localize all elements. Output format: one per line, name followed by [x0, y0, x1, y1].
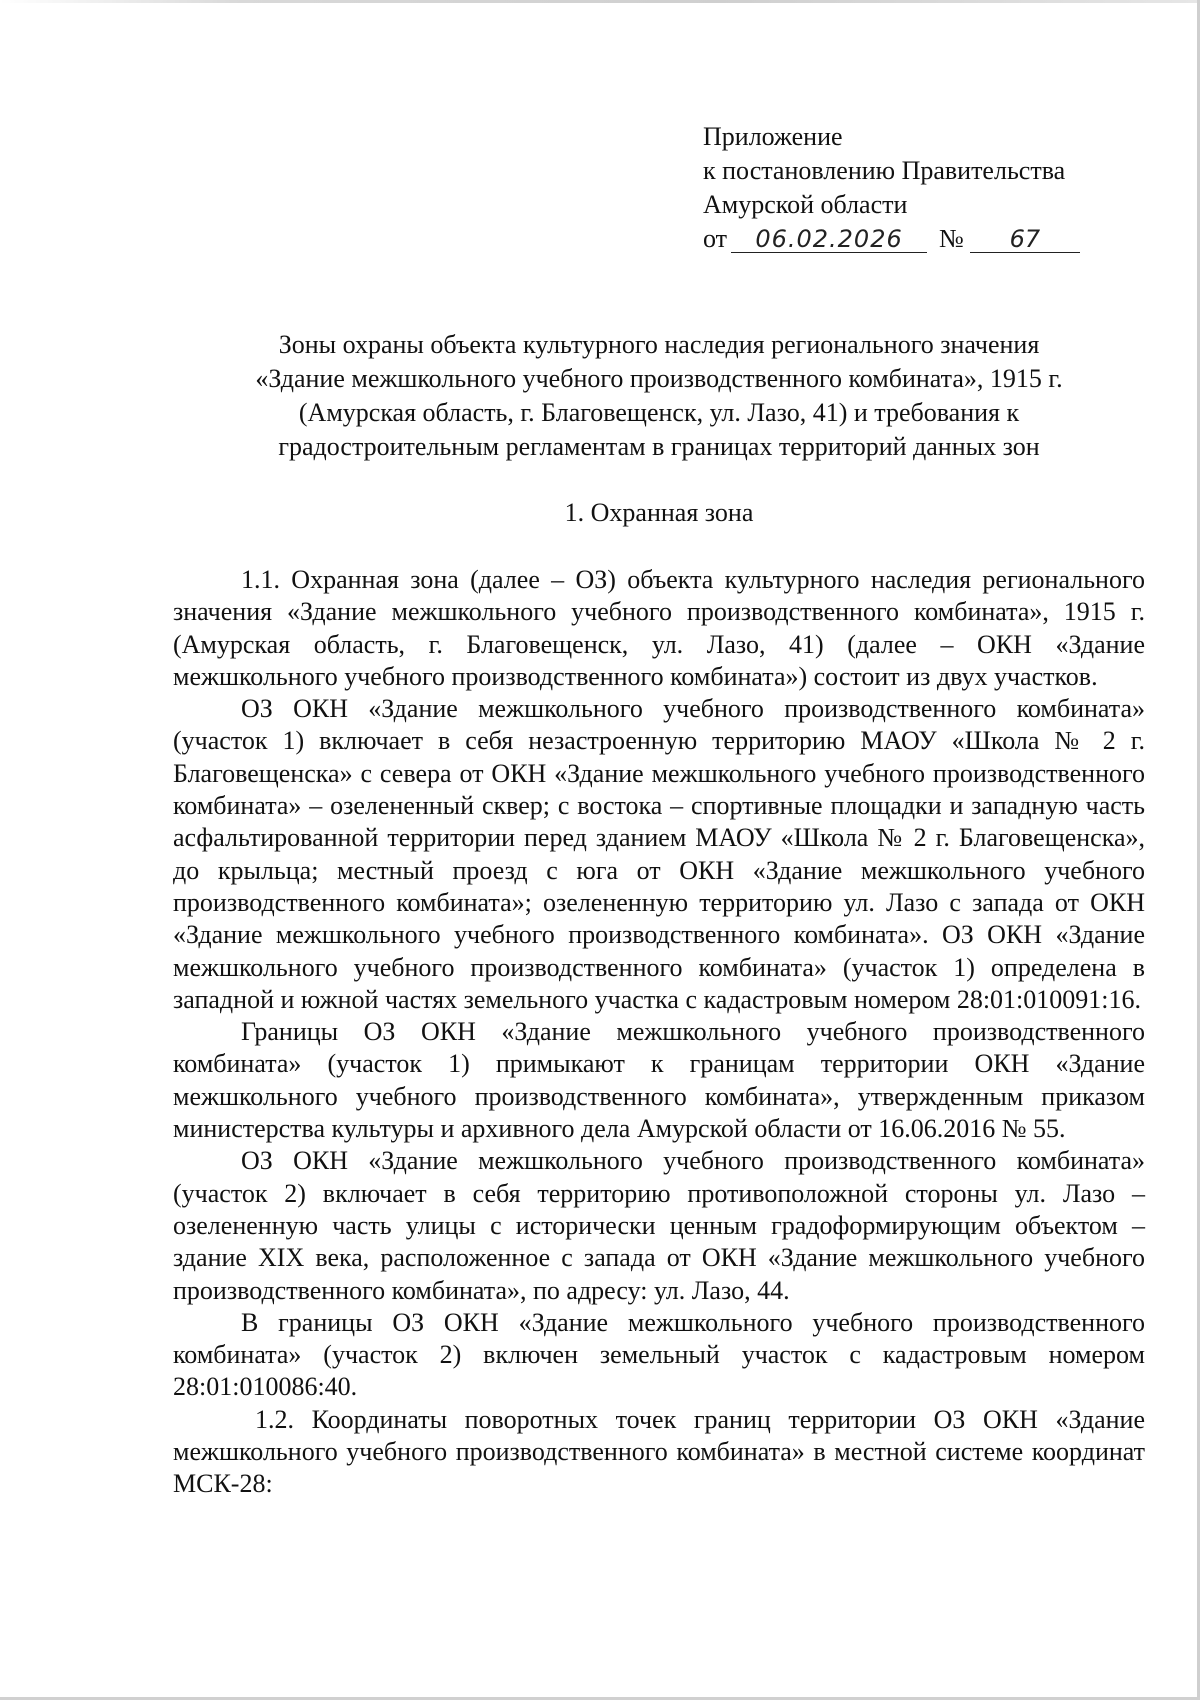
document-body	[173, 564, 1145, 1501]
paragraph-1-1: 1.1. Охранная зона (далее – ОЗ) объекта культурного наследия регионального значения «Здание межшкольного учебного производственного комбината», 1915 г. (Амурская область, г. Благовещенск, ул. Лазо, 41) (далее – ОКН «Здание межшкольного учебного производственного комбината») состоит из двух участков.	[173, 565, 1145, 691]
title-line-1: Зоны охраны объекта культурного наследия регионального значения	[278, 330, 1040, 359]
section-heading: 1. Охранная зона	[564, 498, 754, 527]
document-page	[173, 120, 1145, 1501]
appendix-resolution-line: к постановлению Правительства	[703, 156, 1066, 185]
title-line-4: градостроительным регламентам в границах территорий данных зон	[278, 432, 1040, 461]
paragraph-cadastral: В границы ОЗ ОКН «Здание межшкольного учебного производственного комбината» (участок 2) включен земельный участок с кадастровым номером 28:01:010086:40.	[173, 1307, 1145, 1402]
handwritten-number: 67	[970, 226, 1080, 253]
appendix-region-line: Амурской области	[703, 190, 908, 219]
date-prefix: от	[703, 224, 728, 253]
number-sign: №	[939, 224, 964, 253]
document-title	[173, 328, 1145, 464]
title-line-2: «Здание межшкольного учебного производственного комбината», 1915 г.	[255, 364, 1063, 393]
paragraph-1-2: 1.2. Координаты поворотных точек границ территории ОЗ ОКН «Здание межшкольного учебного производственного комбината» в местной системе координат МСК-28:	[173, 1404, 1145, 1499]
paragraph-zone-part-2: ОЗ ОКН «Здание межшкольного учебного производственного комбината» (участок 2) включает в себя территорию противоположной стороны ул. Лазо – озелененную часть улицы с исторически ценным градоформирующим объектом – здание XIX века, расположенное с запада от ОКН «Здание межшкольного учебного производственного комбината», по адресу: ул. Лазо, 44.	[173, 1146, 1145, 1305]
handwritten-date: 06.02.2026	[731, 226, 927, 253]
appendix-date-number-line	[703, 222, 1145, 256]
scan-edge-top	[0, 0, 1200, 3]
appendix-block	[703, 120, 1145, 256]
title-line-3: (Амурская область, г. Благовещенск, ул. Лазо, 41) и требования к	[298, 398, 1020, 427]
paragraph-boundaries: Границы ОЗ ОКН «Здание межшкольного учебного производственного комбината» (участок 1) примыкают к границам территории ОКН «Здание межшкольного учебного производственного комбината», утвержденным приказом министерства культуры и архивного дела Амурской области от 16.06.2016 № 55.	[173, 1017, 1145, 1144]
appendix-label: Приложение	[703, 122, 843, 151]
paragraph-zone-part-1: ОЗ ОКН «Здание межшкольного учебного производственного комбината» (участок 1) включает в себя незастроенную территорию МАОУ «Школа № 2 г. Благовещенска» с севера от ОКН «Здание межшкольного учебного производственного комбината» – озелененный сквер; с востока – спортивные площадки и западную часть асфальтированной территории перед зданием МАОУ «Школа № 2 г. Благовещенска», до крыльца; местный проезд с юга от ОКН «Здание межшкольного учебного производственного комбината»; озелененную территорию ул. Лазо с запада от ОКН «Здание межшкольного учебного производственного комбината». ОЗ ОКН «Здание межшкольного учебного производственного комбината» (участок 1) определена в западной и южной частях земельного участка с кадастровым номером 28:01:010091:16.	[173, 694, 1145, 1014]
